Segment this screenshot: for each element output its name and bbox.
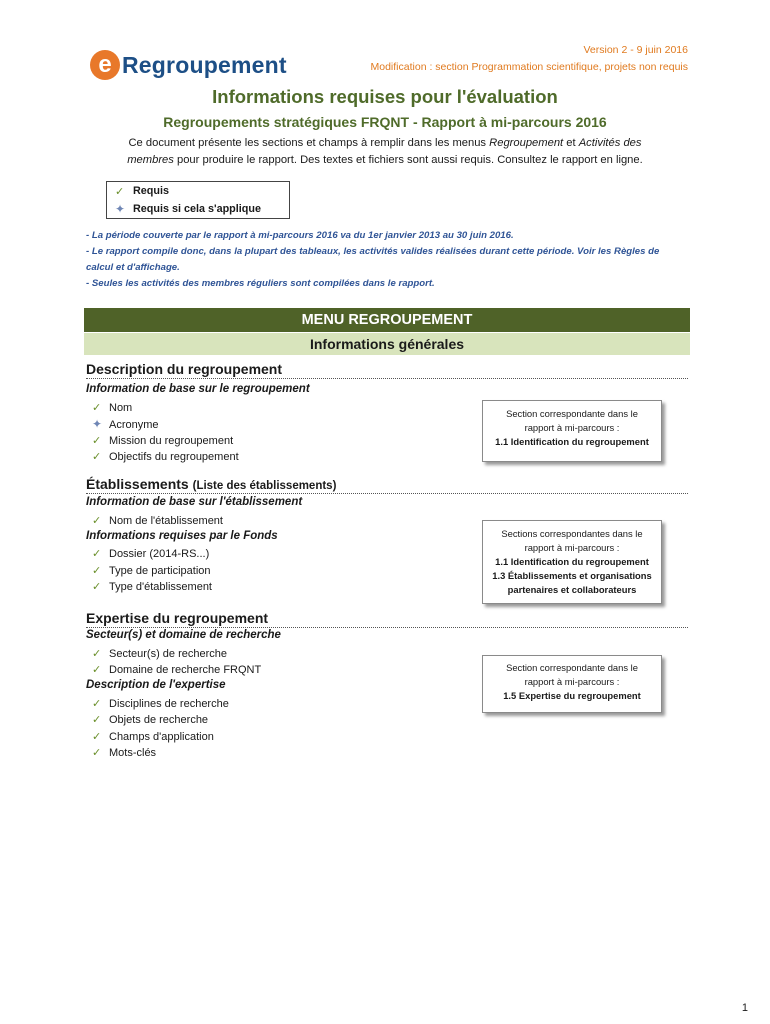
logo-text: Regroupement xyxy=(122,51,287,78)
item-label: Disciplines de recherche xyxy=(109,698,229,710)
box-reference: partenaires et collaborateurs xyxy=(507,584,637,595)
list-item xyxy=(92,712,208,728)
check-icon: ✓ xyxy=(92,402,102,414)
item-label: Dossier (2014-RS...) xyxy=(109,548,210,560)
intro-text: pour produire le rapport. Des textes et fichiers sont aussi requis. Consultez le rapport en ligne. xyxy=(173,154,643,166)
check-icon: ✓ xyxy=(92,664,102,676)
list-item xyxy=(92,400,132,416)
sparkle-icon: ✦ xyxy=(115,202,126,216)
legend-required-label: Requis xyxy=(133,185,169,197)
menu-subtitle-bar: Informations générales xyxy=(84,333,690,355)
check-icon: ✓ xyxy=(92,548,102,560)
check-icon: ✓ xyxy=(115,185,125,198)
box-text: Section correspondante dans le xyxy=(506,662,638,673)
intro-menu-activites: Activités des xyxy=(578,137,642,149)
check-icon: ✓ xyxy=(92,747,102,759)
sparkle-icon: ✦ xyxy=(92,417,103,431)
note-line: - Le rapport compile donc, dans la plupart des tableaux, les activités valides réalisées durant cette période. Voir les Règles de xyxy=(86,246,660,257)
item-label: Acronyme xyxy=(109,419,159,431)
check-icon: ✓ xyxy=(92,581,102,593)
check-icon: ✓ xyxy=(92,648,102,660)
list-item xyxy=(92,696,229,712)
page-subtitle: Regroupements stratégiques FRQNT - Rapport à mi-parcours 2016 xyxy=(163,114,607,130)
report-section-box xyxy=(482,520,662,604)
menu-title-bar: MENU REGROUPEMENT xyxy=(84,308,690,332)
note-line: - La période couverte par le rapport à mi-parcours 2016 va du 1er janvier 2013 au 30 juin 2016. xyxy=(86,230,514,241)
box-text: rapport à mi-parcours : xyxy=(524,422,620,433)
intro-text: et xyxy=(563,137,579,149)
report-section-box xyxy=(482,655,662,713)
check-icon: ✓ xyxy=(92,451,102,463)
list-item xyxy=(92,646,227,662)
subsection-base-info: Information de base sur le regroupement xyxy=(86,383,310,395)
check-icon: ✓ xyxy=(92,435,102,447)
page-number: 1 xyxy=(741,1002,748,1014)
check-icon: ✓ xyxy=(92,731,102,743)
check-icon: ✓ xyxy=(92,714,102,726)
legend-required xyxy=(107,182,289,200)
subsection-secteurs: Secteur(s) et domaine de recherche xyxy=(86,629,281,641)
subsection-base-info: Information de base sur l'établissement xyxy=(86,496,303,508)
item-label: Nom de l'établissement xyxy=(109,515,223,527)
logo-mark: e xyxy=(90,50,120,80)
legend-if-applicable xyxy=(107,200,289,218)
logo xyxy=(90,48,287,82)
list-item xyxy=(92,579,212,595)
legend-if-applicable-label: Requis si cela s'applique xyxy=(133,203,261,215)
item-label: Champs d'application xyxy=(109,731,214,743)
section-title-note: (Liste des établissements) xyxy=(192,480,337,492)
list-item xyxy=(92,416,159,433)
list-item xyxy=(92,546,209,562)
list-item xyxy=(92,513,223,529)
check-icon: ✓ xyxy=(92,698,102,710)
box-reference: 1.3 Établissements et organisations xyxy=(492,570,652,581)
page-title: Informations requises pour l'évaluation xyxy=(212,86,558,107)
list-item xyxy=(92,662,261,678)
note-line: calcul et d'affichage. xyxy=(86,262,180,273)
box-reference: 1.1 Identification du regroupement xyxy=(495,556,649,567)
notes xyxy=(86,228,696,292)
list-item xyxy=(92,433,233,449)
item-label: Domaine de recherche FRQNT xyxy=(109,664,262,676)
item-label: Type d'établissement xyxy=(109,581,212,593)
box-text: rapport à mi-parcours : xyxy=(524,542,620,553)
check-icon: ✓ xyxy=(92,565,102,577)
version-info xyxy=(371,42,689,76)
list-item xyxy=(92,745,156,761)
version-label: Version 2 - 9 juin 2016 xyxy=(583,44,688,56)
section-title-text: Établissements xyxy=(86,476,189,492)
section-etablissements-title xyxy=(86,476,688,494)
box-reference: 1.1 Identification du regroupement xyxy=(495,436,649,447)
item-label: Objets de recherche xyxy=(109,714,209,726)
item-label: Nom xyxy=(109,402,133,414)
item-label: Mission du regroupement xyxy=(109,435,234,447)
item-label: Secteur(s) de recherche xyxy=(109,648,227,660)
section-description-title: Description du regroupement xyxy=(86,361,688,379)
note-line: - Seules les activités des membres réguliers sont compilées dans le rapport. xyxy=(86,278,435,289)
list-item xyxy=(92,449,239,465)
list-item xyxy=(92,729,214,745)
box-text: Section correspondante dans le xyxy=(506,408,638,419)
item-label: Objectifs du regroupement xyxy=(109,451,239,463)
item-label: Mots-clés xyxy=(109,747,157,759)
check-icon: ✓ xyxy=(92,515,102,527)
box-reference: 1.5 Expertise du regroupement xyxy=(503,690,641,701)
legend-box xyxy=(106,181,290,219)
box-text: rapport à mi-parcours : xyxy=(524,676,620,687)
item-label: Type de participation xyxy=(109,565,211,577)
modification-label: Modification : section Programmation scientifique, projets non requis xyxy=(370,61,688,73)
section-expertise-title: Expertise du regroupement xyxy=(86,610,688,628)
list-item xyxy=(92,563,211,579)
intro-menu-regroupement: Regroupement xyxy=(489,137,564,149)
subsection-expertise-desc: Description de l'expertise xyxy=(86,679,226,691)
intro-text: Ce document présente les sections et champs à remplir dans les menus xyxy=(128,137,490,149)
intro-paragraph xyxy=(120,135,650,169)
box-text: Sections correspondantes dans le xyxy=(501,528,643,539)
report-section-box xyxy=(482,400,662,462)
subsection-fonds: Informations requises par le Fonds xyxy=(86,530,278,542)
intro-menu-membres: membres xyxy=(127,154,174,166)
